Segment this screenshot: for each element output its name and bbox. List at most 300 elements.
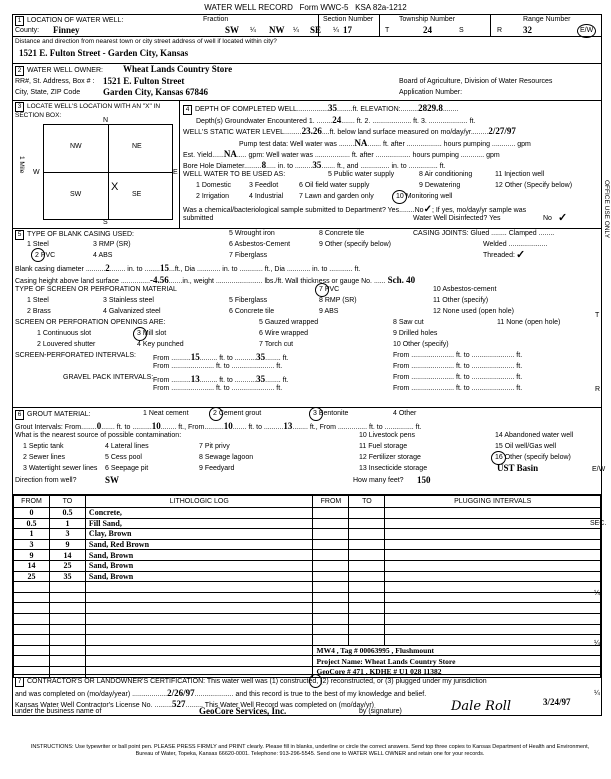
log-to[interactable]: 35 <box>49 571 85 582</box>
static-label: WELL'S STATIC WATER LEVEL <box>183 129 285 136</box>
log-from[interactable] <box>14 635 50 646</box>
yield-value[interactable]: NA <box>223 149 237 159</box>
plug-from[interactable] <box>313 571 349 582</box>
record-label: This Water Well Record was completed on (mo/day/yr) <box>204 702 375 709</box>
contam-other-value[interactable]: UST Basin <box>497 463 539 473</box>
use-5[interactable]: 5 Public water supply <box>328 171 395 178</box>
business-value[interactable]: GeoCore Services, Inc. <box>199 706 287 716</box>
gravel-label: GRAVEL PACK INTERVALS: <box>63 374 154 381</box>
screen-10[interactable]: 10 Asbestos-cement <box>433 286 497 293</box>
log-from[interactable]: 9 <box>14 550 50 561</box>
table-row <box>14 635 601 646</box>
log-from[interactable]: 0.5 <box>14 518 50 529</box>
log-lithology[interactable]: Sand, Brown <box>85 550 313 561</box>
log-lithology[interactable]: Sand, Brown <box>85 560 313 571</box>
use-10[interactable]: 10 Monitoring well <box>396 193 453 200</box>
opening-2[interactable]: 2 Louvered shutter <box>37 341 96 348</box>
table-row <box>14 560 601 571</box>
grout-3-circle <box>309 407 323 421</box>
well-address[interactable]: 1521 E. Fulton Street - Garden City, Kansas <box>19 48 189 58</box>
gravel-interval-2[interactable]: From ...................... ft. to ...................... ft. <box>393 374 523 381</box>
openings-label: SCREEN OR PERFORATION OPENINGS ARE: <box>15 319 166 326</box>
contam-label: What is the nearest source of possible contamination: <box>15 432 182 439</box>
groundwater-1[interactable]: 24 <box>332 115 342 125</box>
log-from[interactable] <box>14 613 50 624</box>
contam-2[interactable]: 2 Sewer lines <box>23 454 66 461</box>
plug-interval[interactable] <box>385 624 601 635</box>
side-q2: ¼ <box>594 640 600 647</box>
owner-city[interactable]: Garden City, Kansas 67846 <box>103 87 209 97</box>
grout-2-circle <box>209 407 223 421</box>
disinfected-no-check[interactable]: ✓ <box>558 212 568 224</box>
screen-6[interactable]: 6 Concrete tile <box>229 308 275 315</box>
section-number[interactable]: 17 <box>343 25 352 35</box>
log-from[interactable] <box>14 592 50 603</box>
opening-10[interactable]: 10 Other (specify) <box>393 341 449 348</box>
gravel-to[interactable]: 35 <box>256 374 266 384</box>
static-rest: ft. below land surface measured on mo/day/yr <box>329 129 471 136</box>
perf-label: SCREEN-PERFORATED INTERVALS: <box>15 352 136 359</box>
use-8[interactable]: 8 Air conditioning <box>419 171 473 178</box>
casing-6[interactable]: 6 Asbestos-Cement <box>229 241 291 248</box>
sw-quadrant: SW <box>70 191 82 198</box>
log-from[interactable]: 25 <box>14 571 50 582</box>
table-row <box>14 508 601 519</box>
disinfected-no-label: No <box>543 215 552 222</box>
gravel-from[interactable]: 13 <box>190 374 200 384</box>
opening-4[interactable]: 4 Key punched <box>137 341 184 348</box>
opening-8[interactable]: 8 Saw cut <box>393 319 424 326</box>
plug-to[interactable] <box>349 613 385 624</box>
plug-interval[interactable] <box>385 550 601 561</box>
casing-7[interactable]: 7 Fiberglass <box>229 252 268 259</box>
owner-label: WATER WELL OWNER: <box>27 67 103 74</box>
signature-label: by (signature) <box>359 708 402 715</box>
opening-1[interactable]: 1 Continuous slot <box>37 330 92 337</box>
plug-to[interactable] <box>349 560 385 571</box>
log-to[interactable] <box>49 582 85 593</box>
signature[interactable]: Dale Roll <box>451 699 512 714</box>
log-to[interactable] <box>49 645 85 656</box>
height-label: Casing height above land surface <box>15 278 119 285</box>
plug-from[interactable] <box>313 529 349 540</box>
casing-3[interactable]: 3 RMP (SR) <box>93 241 131 248</box>
instructions: INSTRUCTIONS: Use typewriter or ball point pen. PLEASE PRESS FIRMLY and PRINT clearly. Please fill in blanks, underline or circle the correct answers. Send top three copies to Kansas Department of Health and Environment, Bureau of Water, Topeka, Kansas 66620-0001. Telephone: 913-296-5545. Send one to WATER WELL OWNER and retain one for your records. <box>30 744 590 757</box>
log-lithology[interactable]: Fill Sand, <box>85 518 313 529</box>
casing-welded: Welded .................... <box>483 241 548 248</box>
perf-to-label: ft. to <box>219 355 233 362</box>
side-ew: E/W <box>592 466 606 473</box>
screen-8[interactable]: 8 RMP (SR) <box>319 297 357 304</box>
plug-interval[interactable] <box>385 518 601 529</box>
direction-label: Direction from well? <box>15 477 77 484</box>
diameter-label: Blank casing diameter <box>15 266 84 273</box>
direction-value[interactable]: SW <box>105 475 120 485</box>
opening-11[interactable]: 11 None (open hole) <box>497 319 561 326</box>
chem-label: Was a chemical/bacteriological sample submitted to Department? Yes........No <box>183 207 424 214</box>
height-value[interactable]: -4.56 <box>150 275 169 285</box>
threaded-check[interactable]: ✓ <box>516 249 526 261</box>
log-from[interactable] <box>14 603 50 614</box>
plug-to[interactable] <box>349 571 385 582</box>
plug-from[interactable] <box>313 603 349 614</box>
howmany-value[interactable]: 150 <box>417 475 431 485</box>
log-lithology[interactable] <box>85 645 313 656</box>
screen-pvc-circle <box>315 283 329 297</box>
height-rest: in., weight ........................ lbs./ft. Wall thickness or gauge No. <box>182 278 372 285</box>
header-from: FROM <box>14 496 50 508</box>
log-lithology[interactable] <box>85 592 313 603</box>
chem-rest: ; If yes, mo/day/yr sample was <box>431 207 527 214</box>
city-label: City, State, ZIP Code <box>15 89 81 96</box>
perf-interval-2[interactable]: From ...................... ft. to ...................... ft. <box>393 352 523 359</box>
perf-from-label: From <box>153 355 170 362</box>
section-grout: 6 GROUT MATERIAL: 1 Neat cement 2 Cement grout 3 Bentonite 4 Other Grout Intervals: From........0....... ft. to ..........10........ ft., From..........10....... ft. to ..........13........ ft., From ............... ft. to ............... ft. What is the nearest source of possible contamination: 10 Livestock pens 14 Abandoned water well 1 Septic tank 4 Lateral lines 7 Pit privy 11 Fuel storage 15 Oil well/Gas well 2 Sewer lines 5 Cess pool 8 Sewage lagoon 12 Fertilizer storage 16 Other (specify below) 3 Watertight sewer lines 6 Seepage pit 9 Feedyard 13 Insecticide storage UST Basin Direction from well? SW How many feet? 150 <box>13 408 601 495</box>
west-label: W <box>33 169 40 176</box>
fraction-1[interactable]: SW <box>225 25 240 35</box>
log-from[interactable]: 14 <box>14 560 50 571</box>
plug-to[interactable] <box>349 582 385 593</box>
completed-label: and was completed on (mo/day/year) <box>15 691 131 698</box>
contam-16[interactable]: 16 Other (specify below) <box>495 454 571 461</box>
gauge-value[interactable]: Sch. 40 <box>387 275 416 285</box>
use-9[interactable]: 9 Dewatering <box>419 182 461 189</box>
plug-from[interactable] <box>313 550 349 561</box>
opening-6[interactable]: 6 Wire wrapped <box>259 330 309 337</box>
bore-value[interactable]: 8 <box>261 160 267 170</box>
groundwater-label: Depth(s) Groundwater Encountered 1. <box>196 118 315 125</box>
use-7[interactable]: 7 Lawn and garden only <box>299 193 374 200</box>
casing-threaded: Threaded: <box>483 252 515 259</box>
log-to[interactable] <box>49 613 85 624</box>
fraction-2[interactable]: NW <box>269 25 285 35</box>
plug-interval[interactable] <box>385 529 601 540</box>
county-label: County: <box>15 27 40 34</box>
table-row <box>14 603 601 614</box>
log-note: Project Name: Wheat Lands Country Store <box>313 656 601 667</box>
yield-label: Est. Yield <box>183 152 213 159</box>
grout-to-2[interactable]: 13 <box>283 421 293 431</box>
use-11[interactable]: 11 Injection well <box>495 171 545 178</box>
plug-to[interactable] <box>349 518 385 529</box>
section-box[interactable] <box>43 124 173 220</box>
contam-3[interactable]: 3 Watertight sewer lines <box>23 465 98 472</box>
screen-2[interactable]: 2 Brass <box>27 308 51 315</box>
perf-from[interactable]: 15 <box>190 352 200 362</box>
distance-label: Distance and direction from nearest town or city street address of well if located within city? <box>15 38 277 45</box>
table-row <box>14 656 601 667</box>
opening-3-circle <box>133 327 147 341</box>
table-row <box>14 582 601 593</box>
groundwater-rest: ft. 2. .................... ft. 3. .................... ft. <box>356 118 476 125</box>
contam-13[interactable]: 13 Insecticide storage <box>359 465 428 472</box>
side-q3: ¼ <box>594 690 600 697</box>
log-lithology[interactable]: Sand, Red Brown <box>85 539 313 550</box>
log-lithology[interactable]: Concrete, <box>85 508 313 519</box>
log-lithology[interactable] <box>85 582 313 593</box>
section-depth: 3 LOCATE WELL'S LOCATION WITH AN "X" IN SECTION BOX: N S W E NW NE SW SE X 1 Mile 4 DEPTH OF COMPLETED WELL................35........ft. ELEVATION:.........2829.8........ Depth(s) Groundwater Encountered 1. ........24....... ft. 2. .................... ft. 3. .................... ft. WELL'S STATIC WATER LEVEL.........23.26....ft. below land surface measured on mo/day/yr.........2/27/97 Pump test data: Well water was ........NA....... ft. after .................. hours pumping ............ gpm Est. Yield......NA..... gpm: Well water was .................. ft. after .................. hours pumping ............ gpm Bore Hole Diameter.........8..... in. to .........35....... ft., and ............... in. to ............... ft. WELL WATER TO BE USED AS: 5 Public water supply 8 Air conditioning 11 Injection well 1 Domestic 3 Feedlot 6 Oil field water supply 9 Dewatering 12 Other (Specify below) 2 Irrigation 4 Industrial 7 Lawn and garden only 10 Monitoring well Was a chemical/bacteriological sample submitted to Department? Yes........No✓; If yes, mo/day/yr sample was submitted Water Well Disinfected? Yes No ✓ <box>13 101 601 229</box>
grout-1[interactable]: 1 Neat cement <box>143 410 189 417</box>
elevation-value[interactable]: 2829.8 <box>418 103 443 113</box>
plug-interval[interactable] <box>385 539 601 550</box>
table-row <box>14 571 601 582</box>
screen-1[interactable]: 1 Steel <box>27 297 49 304</box>
opening-9[interactable]: 9 Drilled holes <box>393 330 438 337</box>
contam-1[interactable]: 1 Septic tank <box>23 443 64 450</box>
board-label: Board of Agriculture, Division of Water Resources <box>399 78 553 85</box>
submitted-label: submitted <box>183 215 214 222</box>
table-row <box>14 550 601 561</box>
app-number-label: Application Number: <box>399 89 463 96</box>
header-lithologic: LITHOLOGIC LOG <box>85 496 313 508</box>
license-value[interactable]: 527 <box>171 699 186 709</box>
diameter-value[interactable]: 2 <box>105 263 110 273</box>
plug-interval[interactable] <box>385 592 601 603</box>
county-value[interactable]: Finney <box>53 25 80 35</box>
east-label: E <box>173 169 178 176</box>
plug-to[interactable] <box>349 603 385 614</box>
plug-interval[interactable] <box>385 560 601 571</box>
casing-2-pvc[interactable]: 2 PVC <box>35 252 56 259</box>
log-lithology[interactable] <box>85 635 313 646</box>
table-row <box>14 529 601 540</box>
owner-name[interactable]: Wheat Lands Country Store <box>123 64 233 74</box>
howmany-label: How many feet? <box>353 477 404 484</box>
plug-to[interactable] <box>349 592 385 603</box>
well-mark-x: X <box>111 181 119 193</box>
form-number: Form WWC-5 <box>299 3 349 12</box>
log-from[interactable]: 0 <box>14 508 50 519</box>
mile-label: 1 Mile <box>18 156 25 174</box>
log-to[interactable] <box>49 635 85 646</box>
log-to[interactable] <box>49 592 85 603</box>
screen-3[interactable]: 3 Stainless steel <box>103 297 154 304</box>
screen-9[interactable]: 9 ABS <box>319 308 339 315</box>
contam-5[interactable]: 5 Cess pool <box>105 454 142 461</box>
contam-10[interactable]: 10 Livestock pens <box>359 432 416 439</box>
plug-from[interactable] <box>313 560 349 571</box>
range-label: Range Number <box>523 16 571 23</box>
casing-4[interactable]: 4 ABS <box>93 252 113 259</box>
plug-from[interactable] <box>313 582 349 593</box>
plug-interval[interactable] <box>385 613 601 624</box>
plug-from[interactable] <box>313 613 349 624</box>
use-1[interactable]: 1 Domestic <box>196 182 232 189</box>
diameter-rest: ft., Dia ............ in. to ............ ft., Dia ............ in. to ............ ft. <box>174 266 361 273</box>
grout-to-1[interactable]: 10 <box>151 421 161 431</box>
log-to[interactable] <box>49 603 85 614</box>
contam-6[interactable]: 6 Seepage pit <box>105 465 149 472</box>
use-3[interactable]: 3 Feedlot <box>249 182 279 189</box>
log-from[interactable] <box>14 624 50 635</box>
perf-to[interactable]: 35 <box>256 352 266 362</box>
plug-to[interactable] <box>349 539 385 550</box>
log-to[interactable] <box>49 656 85 667</box>
screen-4[interactable]: 4 Galvanized steel <box>103 308 161 315</box>
log-to[interactable] <box>49 624 85 635</box>
chem-no-check[interactable]: ✓ <box>423 204 432 215</box>
plug-from[interactable] <box>313 518 349 529</box>
bore-to[interactable]: 35 <box>312 160 322 170</box>
side-q1: ¼ <box>594 590 600 597</box>
owner-street[interactable]: 1521 E. Fulton Street <box>103 76 185 86</box>
use-6[interactable]: 6 Oil field water supply <box>299 182 370 189</box>
plug-to[interactable] <box>349 529 385 540</box>
casing-1[interactable]: 1 Steel <box>27 241 49 248</box>
fraction-3[interactable]: SE <box>310 25 322 35</box>
elevation-label: ft. ELEVATION: <box>352 106 401 113</box>
diameter-mid: in. to <box>127 266 143 273</box>
grout-intervals-label: Grout Intervals: <box>15 424 63 431</box>
bore-rest: ft., and ............... in. to ............... ft. <box>336 163 446 170</box>
grout-4[interactable]: 4 Other <box>393 410 417 417</box>
street-label: RR#, St. Address, Box # : <box>15 78 95 85</box>
screen-label: TYPE OF SCREEN OR PERFORATION MATERIAL <box>15 286 177 293</box>
contam-8[interactable]: 8 Sewage lagoon <box>199 454 254 461</box>
business-label: under the business name of <box>15 708 102 715</box>
north-label: N <box>103 117 109 124</box>
township-number[interactable]: 24 <box>423 25 432 35</box>
grout-from-1[interactable]: 0 <box>96 421 102 431</box>
log-to[interactable]: 9 <box>49 539 85 550</box>
use-12[interactable]: 12 Other (Specify below) <box>495 182 573 189</box>
lithologic-log-table <box>13 495 601 678</box>
use-label: WELL WATER TO BE USED AS: <box>183 171 286 178</box>
contam-11[interactable]: 11 Fuel storage <box>359 443 408 450</box>
log-lithology[interactable] <box>85 624 313 635</box>
plug-interval[interactable] <box>385 571 601 582</box>
gravel-from-label: From <box>153 377 170 384</box>
screen-12[interactable]: 12 None used (open hole) <box>433 308 514 315</box>
contam-9[interactable]: 9 Feedyard <box>199 465 235 472</box>
table-row <box>14 613 601 624</box>
plug-to[interactable] <box>349 635 385 646</box>
casing-pvc-circle <box>31 248 45 262</box>
log-from[interactable] <box>14 582 50 593</box>
log-note: GeoCore # 471 , KDHE # U1 028 11382 <box>313 666 601 677</box>
diameter-to[interactable]: 15 <box>160 263 169 273</box>
gravel-ft: ft. <box>282 377 289 384</box>
section-certification: 7 CONTRACTOR'S OR LANDOWNER'S CERTIFICATION: This water well was (1) constructed, (2) reconstructed, or (3) plugged under my jurisdiction and was completed on (mo/day/year) ..................2/26/97.................... and this record is true to the best of my knowledge and belief. Kansas Water Well Contractor's License No. .........527......... This Water Well Record was completed on (mo/day/yr) 3/24/97 under the business name of GeoCore Services, Inc. by (signature) Dale Roll <box>13 675 601 715</box>
perf-interval-4[interactable]: From ...................... ft. to ...................... ft. <box>393 363 523 370</box>
log-section <box>13 495 601 675</box>
locate-label: LOCATE WELL'S LOCATION WITH AN "X" IN SECTION BOX: <box>15 103 161 119</box>
screen-5[interactable]: 5 Fiberglass <box>229 297 268 304</box>
nw-quadrant: NW <box>70 143 82 150</box>
log-note: MW4 , Tag # 00063995 , Flushmount <box>313 645 601 656</box>
log-from[interactable]: 3 <box>14 539 50 550</box>
casing-9[interactable]: 9 Other (specify below) <box>319 241 391 248</box>
screen-11[interactable]: 11 Other (specify) <box>433 297 489 304</box>
log-to[interactable]: 0.5 <box>49 508 85 519</box>
log-to[interactable]: 25 <box>49 560 85 571</box>
log-lithology[interactable] <box>85 613 313 624</box>
casing-joints: CASING JOINTS: Glued ........ Clamped ........ <box>413 230 555 237</box>
log-to[interactable]: 14 <box>49 550 85 561</box>
static-date[interactable]: 2/27/97 <box>488 126 516 136</box>
header-to-2: TO <box>349 496 385 508</box>
fraction-label: Fraction <box>203 16 229 23</box>
plug-to[interactable] <box>349 508 385 519</box>
casing-8[interactable]: 8 Concrete tile <box>319 230 365 237</box>
cert-text1: This water well was (1) constructed, (2) reconstructed, or (3) plugged under my jurisdiction <box>206 678 487 685</box>
bore-label: Bore Hole Diameter <box>183 163 245 170</box>
plug-from[interactable] <box>313 635 349 646</box>
log-lithology[interactable]: Clay, Brown <box>85 529 313 540</box>
plug-interval[interactable] <box>385 635 601 646</box>
plug-from[interactable] <box>313 624 349 635</box>
log-from[interactable]: 1 <box>14 529 50 540</box>
plug-from[interactable] <box>313 508 349 519</box>
screen-7-pvc[interactable]: 7 PVC <box>319 286 340 293</box>
gravel-interval-3[interactable]: From ...................... ft. to ...................... ft. <box>153 385 283 392</box>
header-to: TO <box>49 496 85 508</box>
perf-interval-3[interactable]: From ...................... ft. to ...................... ft. <box>153 363 283 370</box>
static-value[interactable]: 23.26 <box>301 126 322 136</box>
plug-interval[interactable] <box>385 508 601 519</box>
log-to[interactable]: 3 <box>49 529 85 540</box>
plug-from[interactable] <box>313 539 349 550</box>
plug-from[interactable] <box>313 592 349 603</box>
log-lithology[interactable] <box>85 603 313 614</box>
side-r: R <box>595 386 601 393</box>
log-lithology[interactable] <box>85 656 313 667</box>
cert-text2: and this record is true to the best of my knowledge and belief. <box>235 691 427 698</box>
header-from-2: FROM <box>313 496 349 508</box>
opening-5[interactable]: 5 Gauzed wrapped <box>259 319 319 326</box>
log-lithology[interactable]: Sand, Brown <box>85 571 313 582</box>
plug-interval[interactable] <box>385 582 601 593</box>
opening-7[interactable]: 7 Torch cut <box>259 341 294 348</box>
casing-5[interactable]: 5 Wrought iron <box>229 230 275 237</box>
use-2[interactable]: 2 Irrigation <box>196 193 230 200</box>
grout-3[interactable]: 3 Bentonite <box>313 410 349 417</box>
log-from[interactable] <box>14 656 50 667</box>
plug-to[interactable] <box>349 550 385 561</box>
log-to[interactable]: 1 <box>49 518 85 529</box>
contam-15[interactable]: 15 Oil well/Gas well <box>495 443 557 450</box>
opening-3[interactable]: 3 Mill slot <box>137 330 167 337</box>
contam-14[interactable]: 14 Abandoned water well <box>495 432 574 439</box>
contam-7[interactable]: 7 Pit privy <box>199 443 230 450</box>
depth-value[interactable]: 35 <box>328 103 338 113</box>
table-row <box>14 624 601 635</box>
completed-value[interactable]: 2/26/97 <box>167 688 195 698</box>
plug-interval[interactable] <box>385 603 601 614</box>
grout-2[interactable]: 2 Cement grout <box>213 410 262 417</box>
plug-to[interactable] <box>349 624 385 635</box>
use-4[interactable]: 4 Industrial <box>249 193 284 200</box>
log-from[interactable] <box>14 645 50 656</box>
gravel-interval-4[interactable]: From ...................... ft. to ...................... ft. <box>393 385 523 392</box>
section-location: 1 LOCATION OF WATER WELL: County: Finney Fraction SW ¼ NW ¼ SE ¼ Section Number 17 Township Number T 24 S Range Number R 32 E/W Distance and direction from nearest town or city street address of well if located within city? 1521 E. Fulton Street - Garden City, Kansas <box>13 15 601 64</box>
disinfected-label: Water Well Disinfected? Yes <box>413 215 501 222</box>
perf-ft: ft. <box>282 355 289 362</box>
table-row <box>14 539 601 550</box>
range-number[interactable]: 32 <box>523 25 532 35</box>
side-t: T <box>595 312 600 319</box>
grout-label: GROUT MATERIAL: <box>27 411 91 418</box>
side-sec: SEC. <box>590 520 607 527</box>
cert-1-circle <box>309 674 322 688</box>
pump-value[interactable]: NA <box>354 138 368 148</box>
grout-from-2[interactable]: 10 <box>223 421 233 431</box>
contam-4[interactable]: 4 Lateral lines <box>105 443 149 450</box>
pump-label: Pump test data: Well water was <box>239 141 337 148</box>
page-header <box>0 3 611 12</box>
contam-12[interactable]: 12 Fertilizer storage <box>359 454 421 461</box>
record-date[interactable]: 3/24/97 <box>543 697 571 707</box>
